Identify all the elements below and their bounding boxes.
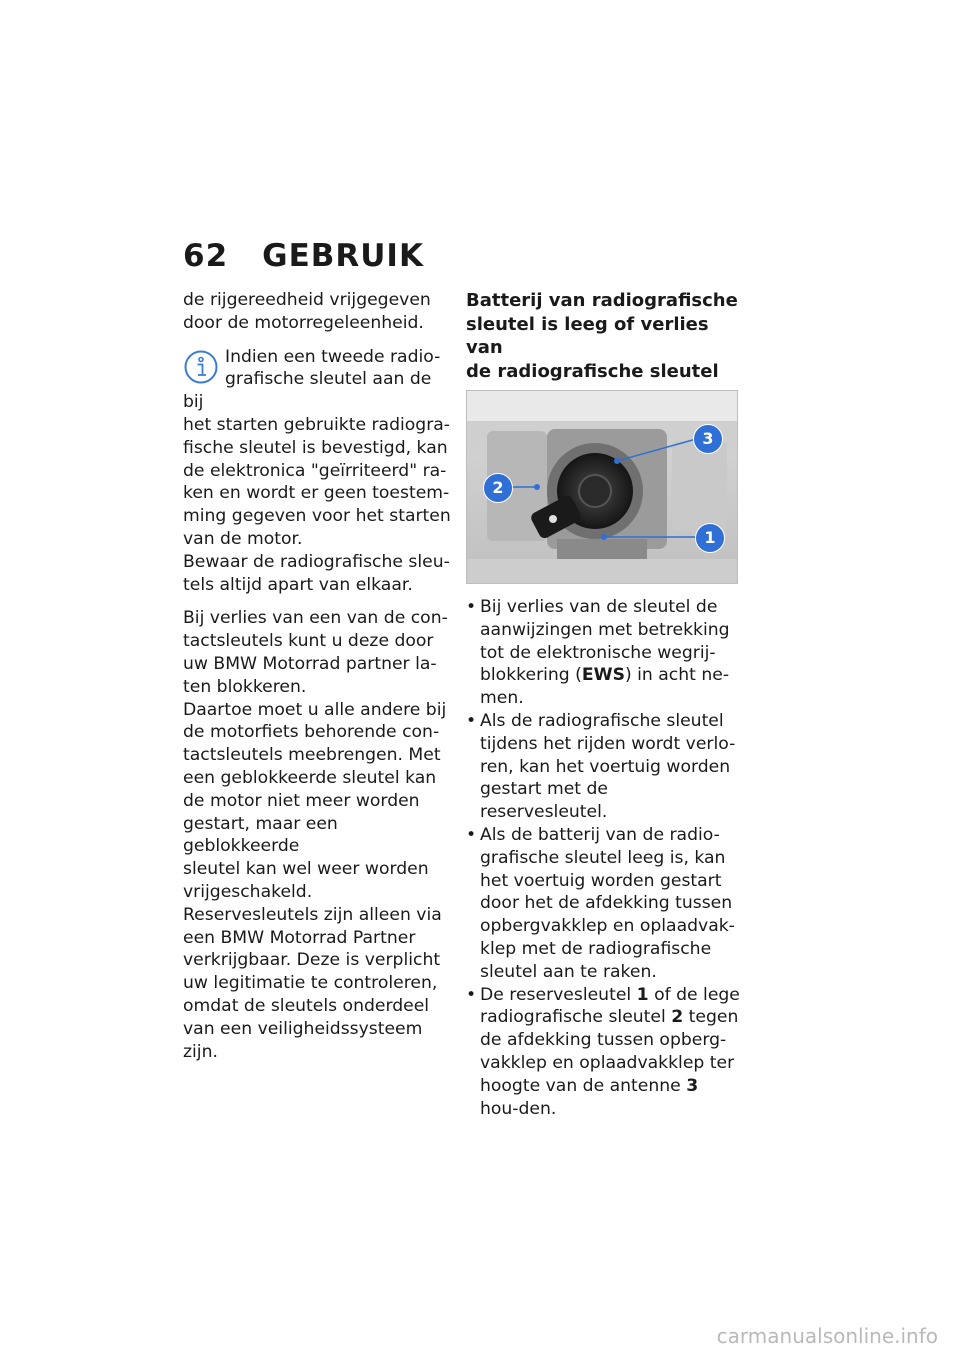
info-note: [183, 346, 453, 597]
page-header: [183, 238, 424, 274]
text-line: de motorfiets behorende con-: [183, 722, 440, 743]
list-item: • De reservesleutel 1 of de lege radiografische sleutel 2 tegen de afdekking tussen opberg-vakklep en oplaadvakklep ter hoogte van de antenne 3 hou-den.: [466, 984, 740, 1119]
text-line: een geblokkeerde sleutel kan: [183, 767, 437, 788]
text-line: grafische sleutel aan de bij: [183, 369, 432, 413]
list-item: • Bij verlies van de sleutel de aanwijzingen met betrekking tot de elektronische wegrij-blokkering (EWS) in acht ne-men.: [466, 597, 730, 709]
text-line: Reservesleutels zijn alleen via: [183, 904, 442, 925]
callout-badge-2: 2: [483, 473, 513, 503]
text-line: uw BMW Motorrad partner la-: [183, 653, 437, 674]
text-line: Bewaar de radiografische sleu-: [183, 551, 450, 572]
left-column: [183, 289, 453, 1063]
text-line: een BMW Motorrad Partner: [183, 927, 416, 948]
text-line: van de motor.: [183, 528, 303, 549]
section-title: GEBRUIK: [262, 238, 424, 274]
text-line: de elektronica "geïrriteerd" ra-: [183, 460, 447, 481]
text-line: tactsleutels kunt u deze door: [183, 631, 434, 652]
list-item: • Als de radiografische sleutel tijdens het rijden wordt verlo-ren, kan het voertuig worden gestart met de reservesleutel.: [466, 710, 736, 823]
text-line: ken en wordt er geen toestem-: [183, 483, 450, 504]
text-line: Bij verlies van een van de con-: [183, 608, 448, 629]
key-block-text: [183, 607, 453, 1063]
section-heading: [466, 289, 740, 383]
text-line: uw legitimatie te controleren,: [183, 973, 438, 994]
text-line: verkrijgbaar. Deze is verplicht: [183, 950, 441, 971]
text-line: de motor niet meer worden: [183, 790, 420, 811]
text-line: Daartoe moet u alle andere bij: [183, 699, 447, 720]
list-item: • Als de batterij van de radio-grafische sleutel leeg is, kan het voertuig worden gestart door het de afdekking tussen opbergvakklep en oplaadvak-klep met de radiografische sleutel aan te raken.: [466, 824, 735, 982]
text-line: gestart, maar een geblokkeerde: [183, 813, 338, 857]
text-line: omdat de sleutels onderdeel: [183, 995, 430, 1016]
text-line: van een veiligheidssysteem zijn.: [183, 1018, 423, 1062]
text-line: het starten gebruikte radiogra-: [183, 414, 451, 435]
text-line: tactsleutels meebrengen. Met: [183, 745, 441, 766]
text-line: vrijgeschakeld.: [183, 881, 313, 902]
text-line: Indien een tweede radio-: [225, 346, 441, 367]
callout-badge-1: 1: [695, 523, 725, 553]
callout-badge-3: 3: [693, 424, 723, 454]
heading-line: sleutel is leeg of verlies van: [466, 313, 709, 358]
watermark: carmanualsonline.info: [716, 1324, 938, 1348]
heading-line: Batterij van radiografische: [466, 290, 738, 311]
page-number: 62: [183, 238, 229, 274]
text-line: tels altijd apart van elkaar.: [183, 574, 413, 595]
key-antenna-figure: [466, 390, 738, 584]
instruction-list: [466, 596, 740, 1120]
text-line: ming gegeven voor het starten: [183, 506, 451, 527]
text-line: ten blokkeren.: [183, 676, 307, 697]
note-text: [183, 346, 453, 597]
text-line: sleutel kan wel weer worden: [183, 859, 429, 880]
intro-text: de rijgereedheid vrijgegeven door de motorregeleenheid.: [183, 290, 431, 333]
text-line: fische sleutel is bevestigd, kan: [183, 437, 448, 458]
right-column: [466, 289, 740, 1120]
info-icon: [183, 349, 219, 385]
heading-line: de radiografische sleutel: [466, 360, 719, 382]
